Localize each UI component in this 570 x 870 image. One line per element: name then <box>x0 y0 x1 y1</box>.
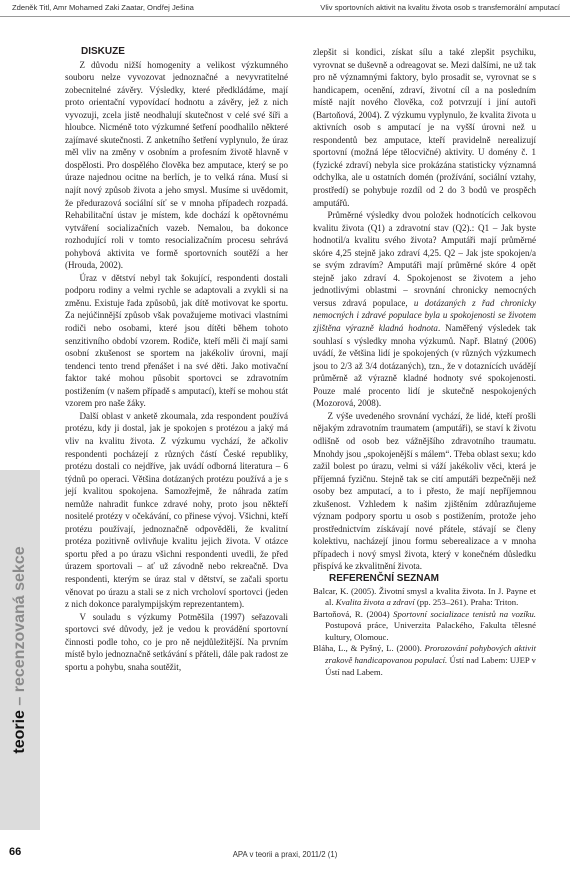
journal-footer: APA v teorii a praxi, 2011/2 (1) <box>232 850 338 859</box>
reference-item <box>313 586 536 609</box>
section-label-theory: teorie <box>11 710 28 754</box>
section-heading-references: REFERENČNÍ SEZNAM <box>329 572 440 584</box>
reference-text: (pp. 253–261). Praha: Triton. <box>414 597 519 608</box>
paragraph: zlepšit si kondici, získat sílu a také zlepšit psychiku, vyrovnat se duševně a odreagovat se. Mezi dalšími, ne už tak pro ně významnými faktory, bylo prosadit se, vyrovnat se s handicapem, ocenění, zdraví, životní cíl a na posledním místě najít nového člověka, což potvrzují i jiní autoři (Bartoňová, 2004). Z výzkumu vyplynulo, že kvalita života u aktivních osob s amputací je na vyšší úrovni než u respondentů bez amputace, kteří pravidelně nerealizují sportovní (možná lépe tělocvičné) aktivity. U domény č. 1 (fyzické zdraví) nebyla sice prokázána statisticky významná odchylka, ale u ostatních domén (prožívání, sociální vztahy, prostředí) se pohybuje rozdíl od 2 do 3 bodů ve prospěch amputářů. <box>313 47 536 208</box>
reference-title: Kvalita života a zdraví <box>335 597 415 608</box>
section-side-label <box>11 546 29 753</box>
reference-title: Prorozování pohybových aktivit zrakově handicapovanou populací. <box>325 643 536 666</box>
reference-text: Bláha, L., & Pyšný, L. (2000). <box>313 643 425 654</box>
reference-text: Postupová práce, Univerzita Palackého, Fakulta tělesné kultury, Olomouc. <box>325 620 536 642</box>
section-label-reviewed: recenzovaná sekce <box>11 546 28 693</box>
paragraph: V souladu s výzkumy Potměšila (1997) seřazovali sportovci své důvody, jež je vedou k provádění sportovní činnosti podle toho, co je pro ně nejdůležitější. Na prvním místě bylo jednoznačně setkávání s přáteli, dále pak radost ze sportu a pohybu, snaha soutěžit, <box>65 611 288 672</box>
header-authors: Zdeněk Titl, Amr Mohamed Zaki Zaatar, Ondřej Ješina <box>12 3 194 12</box>
paragraph-italic-text: u dotázaných z řad chronicky nemocných i zdravé populace byla u spokojenosti se životem zjištěna výrazně kladná hodnota <box>313 297 536 334</box>
section-heading-discussion: DISKUZE <box>81 46 125 57</box>
reference-text: Ústí nad Labem: UJEP v Ústí nad Labem. <box>325 655 537 677</box>
paragraph-text: Průměrné výsledky dvou položek hodnotících celkovou kvalitu života (Q1) a zdravotní stav (Q2).: Q1 – Jak byste hodnotil/a kvalitu svého života? Amputáři mají průměrné skóre 4,25 stejně jako zdraví 4,25. Q2 – Jak jste spokojen/a se svým zdravím? Amputáři mají průměrné skóre 4 opět stejně jako zdraví 4. Spokojenost se životem a jeho jednotlivými oblastmi – srovnání chronicky nemocných versus zdravá populace, <box>313 210 536 308</box>
left-column <box>65 46 288 673</box>
running-header <box>0 0 570 17</box>
section-label-separator: – <box>11 692 28 711</box>
reference-text: Bartoňová, R. (2004) <box>313 608 394 619</box>
paragraph: Další oblast v anketě zkoumala, zda respondent používá protézu, kdy ji dostal, jak je spokojen s protézou a jaký má vliv na kvalitu života. Z výzkumu vychází, že ačkoliv respondenti pocházejí z různých částí České republiky, protézu dostali co nejdříve, jak uvádí odborná literatura – 6 týdnů po operaci. Většina dotázaných protézu používá a je s její kvalitou spokojena. Samozřejmě, že náhrada zatím nemůže nahradit funkce zdravé nohy, proto jsou někteří nositelé protézy v očekávání, co přinese vývoj. Všichni, kteří protézu používají, jednoznačně odpověděli, že kvalitní protéza pozitivně ovlivňuje kvalitu jejich života. V otázce sportu před a po úrazu všichni respondenti uvedli, že před úrazem sportovali – ať už závodně nebo rekreačně. Dva respondenti, kterým se úraz stal v dětství, se začali sportu věnovat po úrazu a stali se z nich vrcholoví sportovci (jeden z nich dokonce paralympijským reprezentantem). <box>65 410 288 610</box>
reference-text: Balcar, K. (2005). Životní smysl a kvalita života. In J. Payne et al. <box>313 585 536 608</box>
reference-title: Sportovní socializace tenistů na vozíku. <box>393 608 536 619</box>
paragraph-text: . Naměřený výsledek tak souhlasí s výsledky mnoha výzkumů. Např. Blatný (2006) uvádí, že většina lidí je spokojených (v různých výzkumech jsou to 2/3 až 3/4 dotázaných), tzn., že v dotaznících uvádějí průměrně až výrazně kladné hodnoty své spokojenosti. Pouze malé procento lidí je skutečně nespokojených (Mozorová, 2008). <box>313 323 536 409</box>
reference-item <box>313 609 536 644</box>
paragraph: Z důvodu nižší homogenity a velikost výzkumného souboru nelze vyvozovat jednoznačné a nevyvratitelné zobecnitelné závěry. Výsledky, které předkládáme, mají proto orientační vypovídací hodnotu a závěry, jež z nich vyvozuji, zcela jistě neodhalují skutečnost v celé své šíři a hloubce. Nicméně toto výzkumné šetření poodhalilo některé zajímavé skutečnosti. Z anketního šetření vyplynulo, že úraz měl vliv na změny v osobním a profesním životě hlavně v dospělosti. Pro dospělého člověka bez amputace, který se po úraze najednou ocitne na berlích, je to velká rána. Musí si najít nový způsob života a jeho smysl. Musíme si uvědomit, že předurazová sociální síť se v mnoha případech rozpadá. Rehabilitační ústav je místem, kde dochází k opětovnému vytváření socializačních vazeb. Nemalou, ba dokonce rozhodující roli v tomto resocializačním procesu sehrává pohybová aktivita ve formě sportovních soutěží a her (Hrouda, 2002). <box>65 59 288 271</box>
right-column <box>313 46 536 678</box>
reference-list <box>313 586 536 679</box>
page-number: 66 <box>9 846 22 858</box>
header-title: Vliv sportovních aktivit na kvalitu života osob s transfemorální amputací <box>320 3 560 12</box>
paragraph: Úraz v dětství nebyl tak šokující, respondenti dostali podporu rodiny a velmi rychle se adaptovali a zvykli si na změnu. Existuje řada způsobů, jak dítě motivovat ke sportu. Za nejúčinnější způsob však považujeme motivaci vlastními rodiči nebo osobami, které jsou dítěti během tohoto senzitivního období vzorem. Rodiče, kteří měli či mají sami osobní zkušenost se sportem na jakékoliv úrovni, mají tendenci tento trend přenášet i na své děti. Jako motivační faktor také mohou působit sportovci se zdravotním postižením (v našem případě s amputací), kteří se mohou stát vzorem pro naše žáky. <box>65 272 288 409</box>
paragraph: Z výše uvedeného srovnání vychází, že lidé, kteří prošli nějakým zdravotním traumatem (amputáři), se staví k životu odlišně od osob bez vážnějšího zdravotního traumatu. Mnohdy jsou „spokojenější s málem“. Třeba oblast sexu; kdo zažil bolest po úrazu, velmi si váží jakékoliv věci, která je příjemná fyzičnu. Stejně tak se cití amputáři bezpečněji než osoby bez amputací, a to i přesto, že mají nepříjemnou zkušenost. Vzhledem k našim zjištěním zdůrazňujeme význam podpory sportu u osob s postižením, protože jeho prostřednictvím získávají nové přátele, stávají se členy kolektivu, nacházejí jinou formu seberealizace a v mnoha případech i nový smysl života, který v konečném důsledku přispívá ke zkvalitnění života. <box>313 410 536 572</box>
reference-item <box>313 643 536 678</box>
paragraph <box>313 209 536 410</box>
